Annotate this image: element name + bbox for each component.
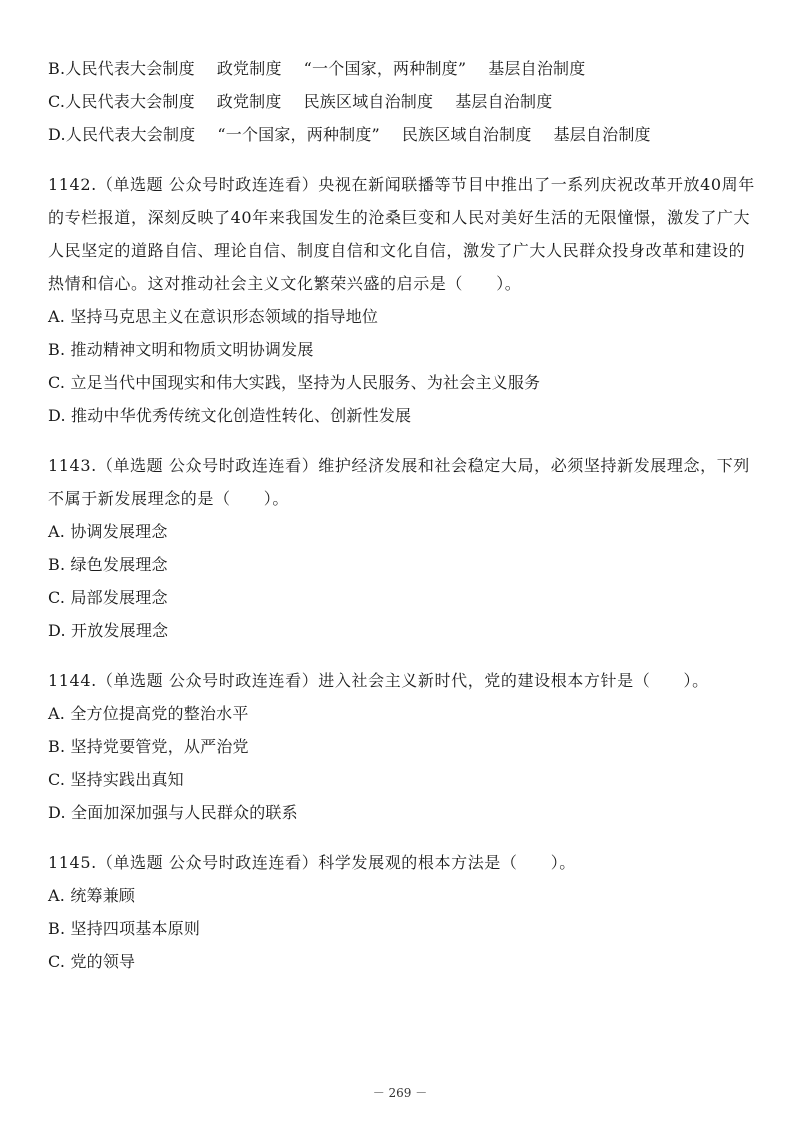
question-1143 xyxy=(48,449,760,647)
question-text: （单选题 公众号时政连连看）央视在新闻联播等节目中推出了一系列庆祝改革开放40周年的专栏报道，深刻反映了40年来我国发生的沧桑巨变和人民对美好生活的无限憧憬，激发了广大人民坚定的道路自信、理论自信、制度自信和文化自信，激发了广大人民群众投身改革和建设的热情和信心。这对推动社会主义文化繁荣兴盛的启示是（ ）。 xyxy=(48,175,755,293)
question-text: （单选题 公众号时政连连看）进入社会主义新时代，党的建设根本方针是（ ）。 xyxy=(96,671,709,690)
document-page xyxy=(48,52,760,995)
question-1142 xyxy=(48,168,760,432)
option-a: A. 全方位提高党的整治水平 xyxy=(48,704,249,723)
question-1145 xyxy=(48,846,760,978)
option-part: 民族区域自治制度 xyxy=(401,125,532,144)
option-part: 政党制度 xyxy=(216,92,282,111)
option-part: 基层自治制度 xyxy=(553,125,651,144)
option-d: D. 推动中华优秀传统文化创造性转化、创新性发展 xyxy=(48,406,412,425)
option-b: B. 绿色发展理念 xyxy=(48,555,168,574)
question-stem xyxy=(48,846,760,879)
option-b: B. 坚持四项基本原则 xyxy=(48,919,201,938)
question-text: （单选题 公众号时政连连看）维护经济发展和社会稳定大局，必须坚持新发展理念，下列不属于新发展理念的是（ ）。 xyxy=(48,456,750,508)
option-b: B. 坚持党要管党，从严治党 xyxy=(48,737,249,756)
option-part: 人民代表大会制度 xyxy=(65,92,195,111)
question-number: 1142. xyxy=(48,175,97,194)
question-number: 1143. xyxy=(48,456,97,475)
question-stem xyxy=(48,449,760,515)
option-a: A. 统筹兼顾 xyxy=(48,886,136,905)
carryover-options xyxy=(48,52,760,151)
option-c: C. 坚持实践出真知 xyxy=(48,770,184,789)
option-part: 政党制度 xyxy=(216,59,282,78)
option-part: 民族区域自治制度 xyxy=(303,92,434,111)
option-c: C. 立足当代中国现实和伟大实践，坚持为人民服务、为社会主义服务 xyxy=(48,373,541,392)
question-stem xyxy=(48,664,760,697)
option-a: A. 协调发展理念 xyxy=(48,522,168,541)
option-c: C. 党的领导 xyxy=(48,952,136,971)
option-part: 基层自治制度 xyxy=(488,59,586,78)
question-stem xyxy=(48,168,760,300)
option-part: “一个国家，两种制度” xyxy=(217,125,380,144)
option-b: B. 推动精神文明和物质文明协调发展 xyxy=(48,340,314,359)
option-c xyxy=(48,85,760,118)
page-number: － 269 － xyxy=(372,1086,428,1100)
question-number: 1144. xyxy=(48,671,97,690)
option-b xyxy=(48,52,760,85)
option-label: D. xyxy=(48,125,66,144)
option-label: C. xyxy=(48,92,66,111)
question-number: 1145. xyxy=(48,853,97,872)
option-a: A. 坚持马克思主义在意识形态领域的指导地位 xyxy=(48,307,379,326)
option-d xyxy=(48,118,760,151)
option-d: D. 全面加深加强与人民群众的联系 xyxy=(48,803,298,822)
option-d: D. 开放发展理念 xyxy=(48,621,169,640)
option-label: B. xyxy=(48,59,66,78)
option-part: 基层自治制度 xyxy=(455,92,553,111)
option-part: 人民代表大会制度 xyxy=(65,125,196,144)
option-part: 人民代表大会制度 xyxy=(65,59,195,78)
question-1144 xyxy=(48,664,760,829)
option-part: “一个国家，两种制度” xyxy=(303,59,467,78)
question-text: （单选题 公众号时政连连看）科学发展观的根本方法是（ ）。 xyxy=(96,853,576,872)
option-c: C. 局部发展理念 xyxy=(48,588,168,607)
